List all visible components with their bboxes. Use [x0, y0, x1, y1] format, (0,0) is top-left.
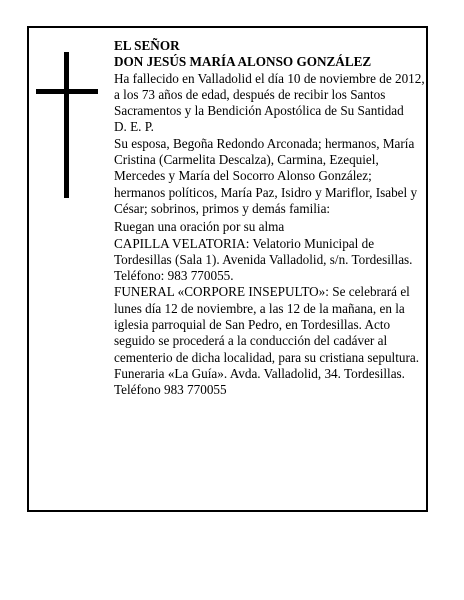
funeral-home-paragraph: Funeraria «La Guía». Avda. Valladolid, 34. Tordesillas. Teléfono 983 770055	[114, 365, 405, 398]
cross-icon	[36, 52, 98, 198]
rip-line: D. E. P.	[114, 119, 154, 135]
deceased-title: EL SEÑOR	[114, 38, 180, 53]
cross-horizontal-bar	[36, 89, 98, 94]
cross-vertical-bar	[64, 52, 69, 198]
passing-paragraph: Ha fallecido en Valladolid el día 10 de noviembre de 2012, a los 73 años de edad, después de recibir los Santos Sacramentos y la Bendición Apostólica de Su Santidad	[114, 70, 425, 119]
prayer-line: Ruegan una oración por su alma	[114, 219, 285, 235]
funeral-paragraph: FUNERAL «CORPORE INSEPULTO»: Se celebrará el lunes día 12 de noviembre, a las 12 de la mañana, en la iglesia parroquial de San Pedro, en Tordesillas. Acto seguido se procederá a la conducción del cadáver al cementerio de dicha localidad, para su cristiana sepultura.	[114, 284, 420, 365]
deceased-name: DON JESÚS MARÍA ALONSO GONZÁLEZ	[114, 54, 372, 70]
chapel-paragraph: CAPILLA VELATORIA: Velatorio Municipal de Tordesillas (Sala 1). Avenida Valladolid, s/n. Tordesillas. Teléfono: 983 770055.	[114, 235, 413, 284]
family-paragraph: Su esposa, Begoña Redondo Arconada; hermanos, María Cristina (Carmelita Descalza), Carmina, Ezequiel, Mercedes y María del Socorro Alonso González; hermanos políticos, María Paz, Isidro y Mariflor, Isabel y César; sobrinos, primos y demás familia:	[114, 135, 418, 216]
obituary-text	[114, 38, 426, 399]
